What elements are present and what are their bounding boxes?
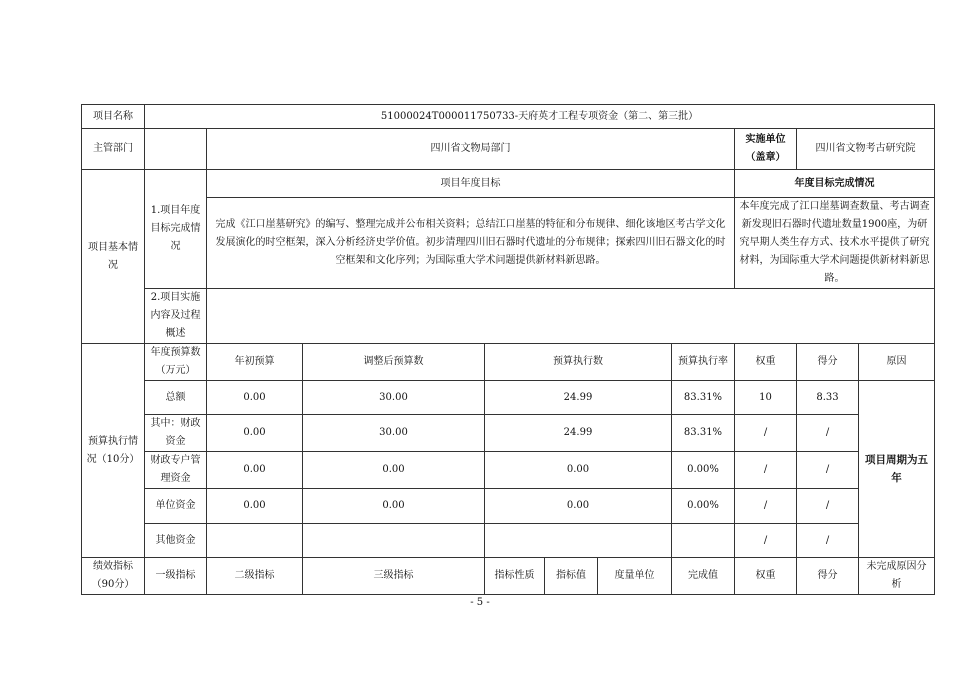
budget-row-initial: 0.00	[207, 381, 303, 415]
budget-row-score: /	[797, 452, 859, 489]
performance-report-table	[81, 104, 935, 595]
completion-text: 本年度完成了江口崖墓调查数量、考古调查新发现旧石器时代遗址数量1900座，为研究早期人类生存方式、技术水平提供了研究材料，为国际重大学术问题提供新材料新思路。	[735, 198, 935, 289]
content-section-label: 2.项目实施内容及过程概述	[145, 289, 207, 344]
completion-header: 年度目标完成情况	[735, 170, 935, 198]
budget-row-name: 财政专户管理资金	[145, 452, 207, 489]
perf-header-level1: 一级指标	[145, 558, 207, 595]
perf-header-nature: 指标性质	[485, 558, 545, 595]
budget-adjusted-header: 调整后预算数	[303, 344, 485, 381]
budget-row-weight: 10	[735, 381, 797, 415]
impl-unit-value: 四川省文物考古研究院	[797, 129, 935, 170]
budget-executed-header: 预算执行数	[485, 344, 672, 381]
perf-header-score: 得分	[797, 558, 859, 595]
basic-info-label: 项目基本情况	[82, 170, 145, 344]
budget-row-adjusted: 0.00	[303, 452, 485, 489]
budget-row-executed	[485, 524, 672, 558]
goal-header: 项目年度目标	[207, 170, 735, 198]
table-row	[82, 381, 935, 415]
goal-text: 完成《江口崖墓研究》的编写、整理完成并公布相关资料；总结江口崖墓的特征和分布规律、细化该地区考古学文化发展演化的时空框架，深入分析经济史学价值。初步清理四川旧石器时代遗址的分布规律；探索四川旧石器文化的时空框架和文化序列；为国际重大学术问题提供新材料新思路。	[207, 198, 735, 289]
budget-row-rate: 0.00%	[672, 452, 735, 489]
impl-unit-label: 实施单位（盖章）	[735, 129, 797, 170]
perf-header-reason: 未完成原因分析	[859, 558, 935, 595]
content-text	[207, 289, 935, 344]
budget-row-initial	[207, 524, 303, 558]
budget-row-name: 其中：财政资金	[145, 415, 207, 452]
perf-header-value: 指标值	[545, 558, 598, 595]
budget-row-initial: 0.00	[207, 415, 303, 452]
budget-score-header: 得分	[797, 344, 859, 381]
budget-label: 预算执行情况（10分）	[82, 344, 145, 558]
table-row	[82, 524, 935, 558]
budget-row-adjusted: 0.00	[303, 489, 485, 524]
perf-header-weight: 权重	[735, 558, 797, 595]
budget-row-initial: 0.00	[207, 452, 303, 489]
budget-row-rate	[672, 524, 735, 558]
perf-header-unit: 度量单位	[598, 558, 672, 595]
project-name-label: 项目名称	[82, 105, 145, 129]
budget-row-score: /	[797, 489, 859, 524]
perf-header-completed: 完成值	[672, 558, 735, 595]
budget-row-weight: /	[735, 452, 797, 489]
budget-row-weight: /	[735, 489, 797, 524]
budget-row-name: 其他资金	[145, 524, 207, 558]
budget-rate-header: 预算执行率	[672, 344, 735, 381]
table-row	[82, 415, 935, 452]
budget-row-rate: 83.31%	[672, 415, 735, 452]
perf-header-level3: 三级指标	[303, 558, 485, 595]
page-number: - 5 -	[470, 597, 490, 608]
budget-row-score: /	[797, 524, 859, 558]
budget-weight-header: 权重	[735, 344, 797, 381]
performance-label: 绩效指标（90分）	[82, 558, 145, 595]
budget-row-adjusted	[303, 524, 485, 558]
budget-row-executed: 24.99	[485, 381, 672, 415]
budget-row-executed: 0.00	[485, 452, 672, 489]
dept-value: 四川省文物局部门	[207, 129, 735, 170]
budget-row-weight: /	[735, 524, 797, 558]
budget-unit-header: 年度预算数（万元）	[145, 344, 207, 381]
budget-row-score: 8.33	[797, 381, 859, 415]
budget-row-name: 单位资金	[145, 489, 207, 524]
dept-spacer	[145, 129, 207, 170]
budget-row-weight: /	[735, 415, 797, 452]
budget-row-name: 总额	[145, 381, 207, 415]
budget-reason-header: 原因	[859, 344, 935, 381]
budget-row-adjusted: 30.00	[303, 415, 485, 452]
budget-row-rate: 0.00%	[672, 489, 735, 524]
perf-header-level2: 二级指标	[207, 558, 303, 595]
budget-row-rate: 83.31%	[672, 381, 735, 415]
project-name-value: 51000024T000011750733-天府英才工程专项资金（第二、第三批）	[145, 105, 935, 129]
budget-initial-header: 年初预算	[207, 344, 303, 381]
goal-section-label: 1.项目年度目标完成情况	[145, 170, 207, 289]
budget-row-initial: 0.00	[207, 489, 303, 524]
budget-row-executed: 24.99	[485, 415, 672, 452]
dept-label: 主管部门	[82, 129, 145, 170]
budget-row-executed: 0.00	[485, 489, 672, 524]
table-row	[82, 452, 935, 489]
budget-reason-text: 项目周期为五年	[859, 381, 935, 558]
budget-row-adjusted: 30.00	[303, 381, 485, 415]
budget-row-score: /	[797, 415, 859, 452]
table-row	[82, 489, 935, 524]
